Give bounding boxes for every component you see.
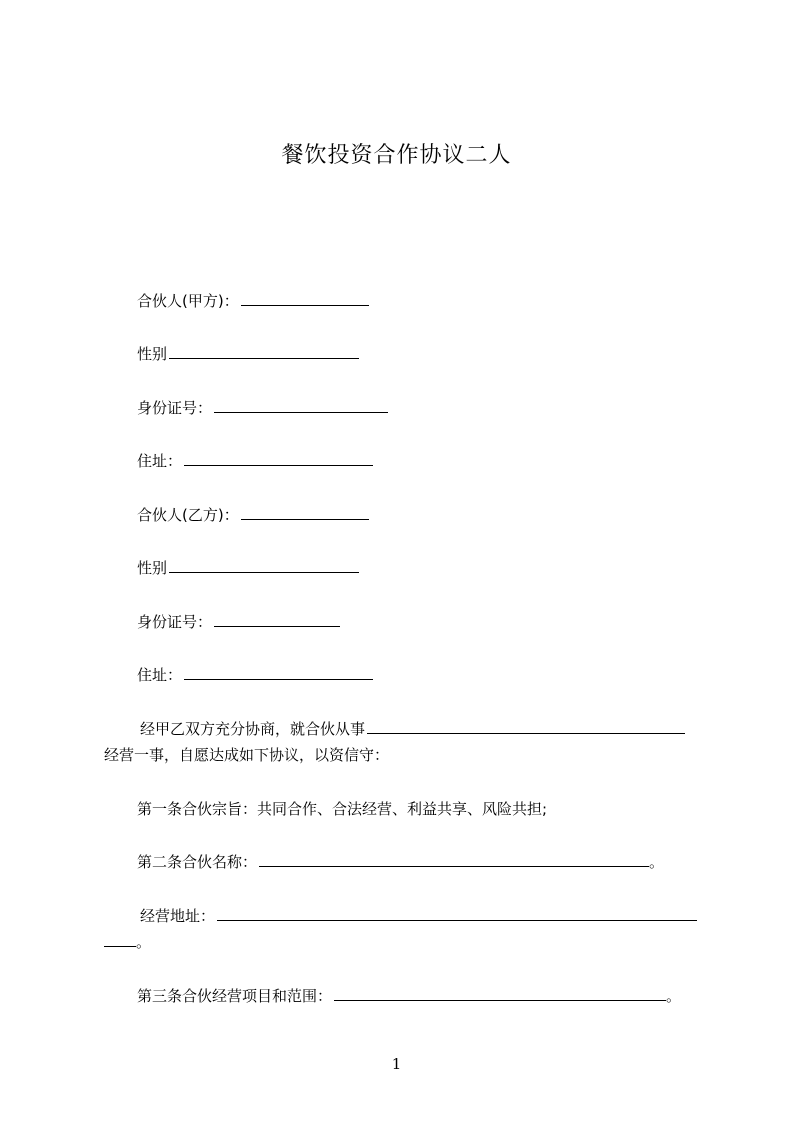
party-b-address-label: 住址： bbox=[137, 666, 183, 684]
intro-line-2 bbox=[104, 745, 389, 765]
party-a-partner-label: 合伙人(甲方)： bbox=[137, 292, 239, 310]
party-b-address-blank bbox=[184, 665, 373, 680]
party-b-partner-blank bbox=[241, 505, 369, 520]
party-b-gender-label: 性别 bbox=[137, 559, 168, 577]
party-a-address-blank bbox=[184, 451, 373, 466]
party-b-partner-label: 合伙人(乙方)： bbox=[137, 506, 239, 524]
partnership-name-blank bbox=[259, 852, 649, 867]
intro-text-1: 经甲乙双方充分协商，就合伙从事 bbox=[140, 720, 366, 738]
party-b-id-blank bbox=[214, 612, 340, 627]
party-a-partner-blank bbox=[241, 291, 369, 306]
business-address-line-2 bbox=[104, 932, 151, 952]
article-2-label: 第二条合伙名称： bbox=[137, 853, 258, 871]
article-3-period: 。 bbox=[666, 987, 682, 1005]
business-address-blank bbox=[217, 906, 697, 921]
party-b-gender-line bbox=[137, 558, 359, 578]
intro-text-2: 经营一事，自愿达成如下协议，以资信守： bbox=[104, 746, 390, 764]
party-a-partner-line bbox=[137, 291, 369, 311]
party-b-address-line bbox=[137, 665, 373, 685]
party-a-address-line bbox=[137, 451, 373, 471]
article-3-label: 第三条合伙经营项目和范围： bbox=[137, 987, 333, 1005]
party-a-id-label: 身份证号： bbox=[137, 399, 213, 417]
business-scope-blank bbox=[334, 986, 666, 1001]
party-a-id-line bbox=[137, 398, 388, 418]
article-2 bbox=[137, 852, 664, 872]
business-address-line-1 bbox=[140, 906, 697, 926]
article-1-text: 第一条合伙宗旨：共同合作、合法经营、利益共享、风险共担; bbox=[137, 800, 548, 818]
party-a-gender-label: 性别 bbox=[137, 345, 168, 363]
business-type-blank bbox=[367, 719, 685, 734]
article-3 bbox=[137, 986, 681, 1006]
party-b-partner-line bbox=[137, 505, 369, 525]
business-address-period: 。 bbox=[136, 933, 152, 951]
party-a-address-label: 住址： bbox=[137, 452, 183, 470]
business-address-blank-cont bbox=[104, 932, 136, 947]
party-a-id-blank bbox=[214, 398, 388, 413]
intro-line-1 bbox=[140, 719, 685, 739]
party-b-gender-blank bbox=[169, 558, 359, 573]
page-number: 1 bbox=[391, 1055, 402, 1073]
article-1 bbox=[137, 799, 547, 819]
business-address-label: 经营地址： bbox=[140, 907, 216, 925]
party-a-gender-line bbox=[137, 344, 359, 364]
party-a-gender-blank bbox=[169, 344, 359, 359]
party-b-id-line bbox=[137, 612, 340, 632]
article-2-period: 。 bbox=[649, 853, 665, 871]
party-b-id-label: 身份证号： bbox=[137, 613, 213, 631]
document-title: 餐饮投资合作协议二人 bbox=[281, 143, 512, 168]
